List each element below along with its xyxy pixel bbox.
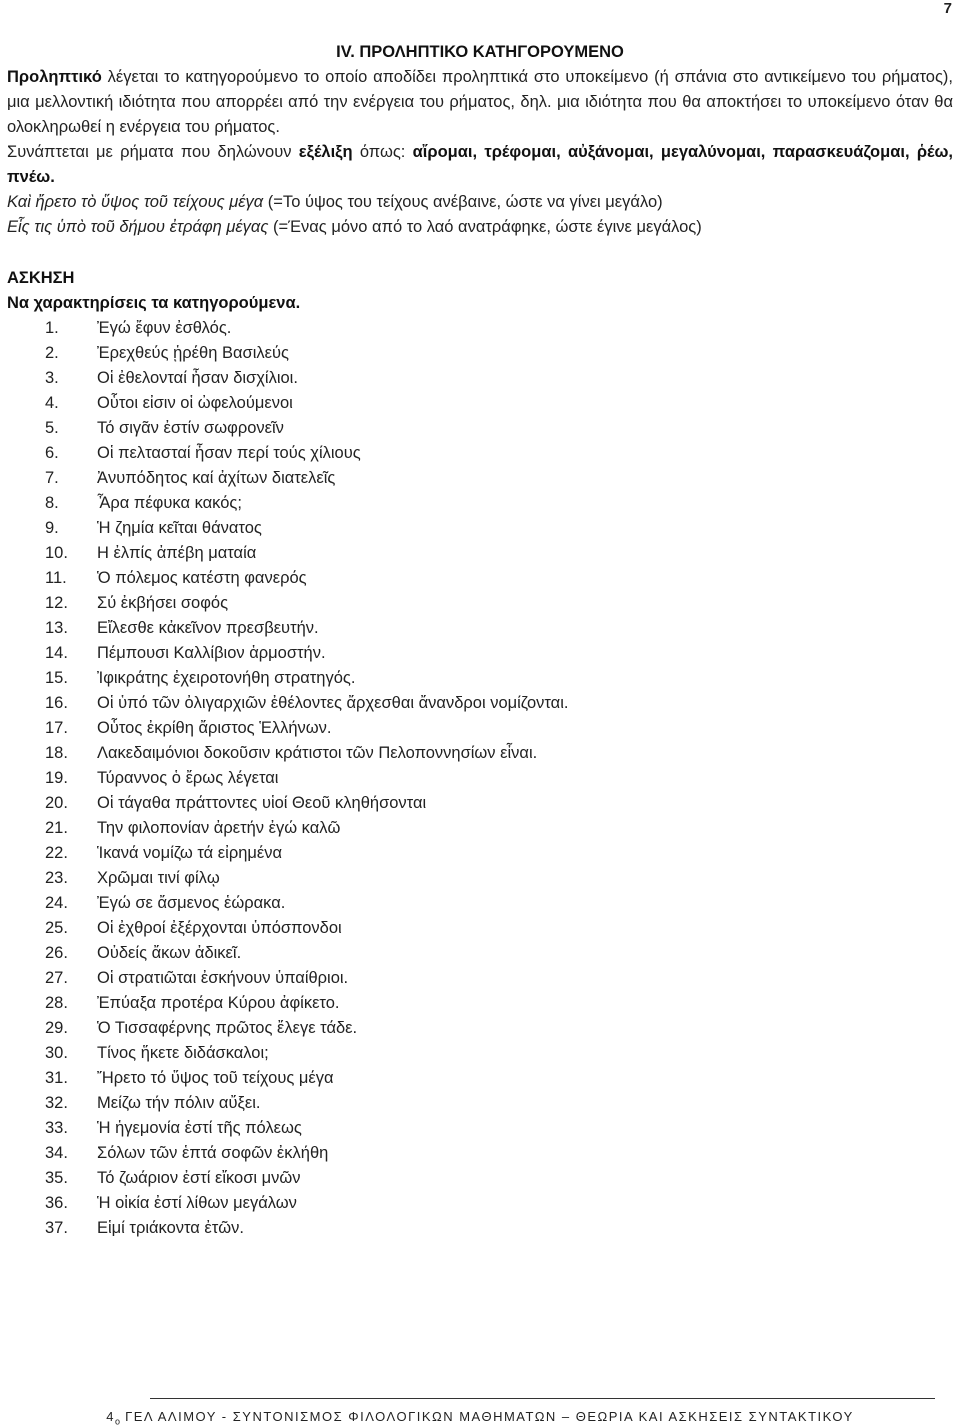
list-item xyxy=(7,1066,953,1091)
list-item-number: 16. xyxy=(45,694,68,712)
list-item-number: 10. xyxy=(45,544,68,562)
example-line xyxy=(7,215,953,240)
list-item-number: 26. xyxy=(45,944,68,962)
sentence-list xyxy=(7,316,953,1241)
list-item-text: Οἱ τάγαθα πράττοντες υἱοί Θεοῦ κληθήσονται xyxy=(97,794,427,812)
list-item xyxy=(7,791,953,816)
footer-text: ΓΕΛ ΑΛΙΜΟΥ - ΣΥΝΤΟΝΙΣΜΟΣ ΦΙΛΟΛΟΓΙΚΩΝ ΜΑΘΗΜΑΤΩΝ – ΘΕΩΡΙΑ ΚΑΙ ΑΣΚΗΣΕΙΣ ΣΥΝΤΑΚΤΙΚΟΥ xyxy=(119,1409,854,1424)
list-item-text: Ἰφικράτης ἐχειροτονήθη στρατηγός. xyxy=(97,669,356,687)
list-item-number: 2. xyxy=(45,344,59,362)
list-item-number: 8. xyxy=(45,494,59,512)
verbs-note-mid: όπως: xyxy=(352,143,413,161)
list-item-text: Σύ ἐκβήσει σοφός xyxy=(97,594,229,612)
list-item-text: Την φιλοπονίαν ἀρετήν ἐγώ καλῶ xyxy=(97,819,341,837)
list-item-number: 11. xyxy=(45,569,67,587)
exercise-instruction: Να χαρακτηρίσεις τα κατηγορούμενα. xyxy=(7,294,301,312)
example-translation: (=Το ύψος του τείχους ανέβαινε, ώστε να γίνει μεγάλο) xyxy=(263,193,663,211)
list-item xyxy=(7,391,953,416)
list-item-text: Ἤρετο τό ὕψος τοῦ τείχους μέγα xyxy=(97,1069,334,1087)
list-item-number: 7. xyxy=(45,469,59,487)
list-item xyxy=(7,441,953,466)
list-item-number: 35. xyxy=(45,1169,68,1187)
list-item-number: 13. xyxy=(45,619,68,637)
list-item-number: 18. xyxy=(45,744,68,762)
list-item xyxy=(7,1091,953,1116)
footer-divider xyxy=(150,1398,935,1399)
list-item-number: 28. xyxy=(45,994,68,1012)
list-item-text: Η ἐλπίς ἀπέβη ματαία xyxy=(97,544,257,562)
list-item-number: 14. xyxy=(45,644,68,662)
verbs-note-keyword: εξέλιξη xyxy=(298,143,353,161)
list-item-number: 6. xyxy=(45,444,59,462)
list-item-text: Πέμπουσι Καλλίβιον ἁρμοστήν. xyxy=(97,644,326,662)
list-item xyxy=(7,516,953,541)
list-item-text: Οὗτοι εἰσιν οἱ ὠφελούμενοι xyxy=(97,394,293,412)
list-item xyxy=(7,1166,953,1191)
list-item-number: 31. xyxy=(45,1069,68,1087)
list-item xyxy=(7,691,953,716)
list-item-text: Μείζω τήν πόλιν αὔξει. xyxy=(97,1094,261,1112)
list-item-text: Οἱ ὑπό τῶν ὀλιγαρχιῶν ἐθέλοντες ἄρχεσθαι ἄνανδροι νομίζονται. xyxy=(97,694,569,712)
verbs-note-paragraph xyxy=(7,140,953,190)
list-item-number: 33. xyxy=(45,1119,68,1137)
list-item-number: 30. xyxy=(45,1044,68,1062)
definition-paragraph xyxy=(7,65,953,140)
list-item xyxy=(7,341,953,366)
definition-term: Προληπτικό xyxy=(7,68,102,86)
list-item-number: 37. xyxy=(45,1219,68,1237)
list-item xyxy=(7,366,953,391)
section-title: IV. ΠΡΟΛΗΠΤΙΚΟ ΚΑΤΗΓΟΡΟΥΜΕΝΟ xyxy=(336,43,624,61)
list-item-number: 29. xyxy=(45,1019,68,1037)
list-item-number: 21. xyxy=(45,819,68,837)
list-item-text: Τό σιγᾶν ἐστίν σωφρονεῖν xyxy=(97,419,284,437)
list-item-text: Σόλων τῶν ἑπτά σοφῶν ἐκλήθη xyxy=(97,1144,329,1162)
list-item-text: Οὗτος ἐκρίθη ἄριστος Ἑλλήνων. xyxy=(97,719,332,737)
list-item-number: 36. xyxy=(45,1194,68,1212)
list-item-text: Οἱ ἐχθροί ἐξέρχονται ὑπόσπονδοι xyxy=(97,919,342,937)
example-line xyxy=(7,190,953,215)
list-item xyxy=(7,466,953,491)
list-item-text: Ἐπύαξα προτέρα Κύρου ἀφίκετο. xyxy=(97,994,340,1012)
list-item xyxy=(7,566,953,591)
list-item-text: Τό ζωάριον ἐστί εἴκοσι μνῶν xyxy=(97,1169,301,1187)
list-item-text: Οἱ στρατιῶται ἐσκήνουν ὑπαίθριοι. xyxy=(97,969,349,987)
list-item xyxy=(7,816,953,841)
list-item-number: 34. xyxy=(45,1144,68,1162)
list-item xyxy=(7,966,953,991)
list-item xyxy=(7,541,953,566)
list-item xyxy=(7,1141,953,1166)
list-item-number: 24. xyxy=(45,894,68,912)
list-item xyxy=(7,641,953,666)
list-item-number: 4. xyxy=(45,394,59,412)
list-item xyxy=(7,891,953,916)
list-item xyxy=(7,1041,953,1066)
list-item-number: 9. xyxy=(45,519,59,537)
list-item xyxy=(7,991,953,1016)
list-item xyxy=(7,941,953,966)
list-item-number: 22. xyxy=(45,844,68,862)
list-item-number: 3. xyxy=(45,369,59,387)
list-item-number: 32. xyxy=(45,1094,68,1112)
list-item-number: 23. xyxy=(45,869,68,887)
list-item-text: Εἴλεσθε κἀκεῖνον πρεσβευτήν. xyxy=(97,619,319,637)
list-item xyxy=(7,666,953,691)
list-item-number: 15. xyxy=(45,669,68,687)
list-item-text: Λακεδαιμόνιοι δοκοῦσιν κράτιστοι τῶν Πελοποννησίων εἶναι. xyxy=(97,744,538,762)
list-item xyxy=(7,766,953,791)
list-item-text: Τύραννος ὁ ἔρως λέγεται xyxy=(97,769,279,787)
list-item xyxy=(7,416,953,441)
footer-suffix: ο xyxy=(114,1416,120,1427)
list-item xyxy=(7,316,953,341)
list-item xyxy=(7,1216,953,1241)
list-item-text: Ἱκανά νομίζω τά εἰρημένα xyxy=(97,844,283,862)
example-translation: (=Ένας μόνο από το λαό ανατράφηκε, ώστε έγινε μεγάλος) xyxy=(268,218,702,236)
list-item-text: Ἐγώ σε ἄσμενος ἑώρακα. xyxy=(97,894,286,912)
list-item-number: 12. xyxy=(45,594,68,612)
example-greek: Καὶ ἤρετο τὸ ὕψος τοῦ τείχους μέγα xyxy=(7,193,264,211)
list-item-text: Ἆρα πέφυκα κακός; xyxy=(97,494,242,512)
list-item-text: Οἱ ἐθελονταί ἦσαν δισχίλιοι. xyxy=(97,369,298,387)
exercise-title: ΑΣΚΗΣΗ xyxy=(7,269,75,287)
document-body xyxy=(7,40,953,1241)
list-item xyxy=(7,591,953,616)
list-item-number: 5. xyxy=(45,419,59,437)
list-item xyxy=(7,716,953,741)
list-item-text: Οὐδείς ἄκων ἀδικεῖ. xyxy=(97,944,242,962)
definition-text: λέγεται το κατηγορούμενο το οποίο αποδίδει προληπτικά στο υποκείμενο (ή σπάνια στο αντικείμενο του ρήματος), μια μελλοντική ιδιότητα που απορρέει από την ενέργεια του ρήματος, δηλ. μια ιδιότητα που θα αποκτήσει το υποκείμενο όταν θα ολοκληρωθεί η ενέργεια του ρήματος. xyxy=(7,68,953,136)
list-item-text: Ὁ Τισσαφέρνης πρῶτος ἔλεγε τάδε. xyxy=(97,1019,358,1037)
verbs-note-verbs: αἴρομαι, τρέφομαι, αὐξάνομαι, μεγαλύνομαι, παρασκευάζομαι, ῥέω, πνέω. xyxy=(7,143,953,186)
list-item-text: Χρῶμαι τινί φίλῳ xyxy=(97,869,220,887)
list-item-text: Οἱ πελτασταί ἦσαν περί τούς χίλιους xyxy=(97,444,361,462)
list-item xyxy=(7,1116,953,1141)
list-item xyxy=(7,741,953,766)
list-item-number: 1. xyxy=(45,319,59,337)
page-footer xyxy=(0,1409,960,1427)
list-item-number: 17. xyxy=(45,719,68,737)
list-item-text: Ἐρεχθεύς ᾑρέθη Βασιλεύς xyxy=(97,344,289,362)
list-item-text: Ἀνυπόδητος καί ἀχίτων διατελεῖς xyxy=(97,469,336,487)
list-item-number: 19. xyxy=(45,769,68,787)
list-item xyxy=(7,616,953,641)
list-item xyxy=(7,1191,953,1216)
list-item-number: 25. xyxy=(45,919,68,937)
list-item-text: Ἡ οἰκία ἐστί λίθων μεγάλων xyxy=(97,1194,297,1212)
list-item-text: Ἐγώ ἔφυν ἐσθλός. xyxy=(97,319,232,337)
list-item-text: Ἡ ζημία κεῖται θάνατος xyxy=(97,519,262,537)
list-item xyxy=(7,491,953,516)
page-number: 7 xyxy=(943,0,952,17)
list-item xyxy=(7,841,953,866)
list-item xyxy=(7,866,953,891)
footer-number: 4 xyxy=(106,1409,115,1424)
list-item xyxy=(7,1016,953,1041)
list-item-text: Τίνος ἥκετε διδάσκαλοι; xyxy=(97,1044,269,1062)
list-item xyxy=(7,916,953,941)
list-item-number: 20. xyxy=(45,794,68,812)
list-item-text: Εἱμί τριάκοντα ἐτῶν. xyxy=(97,1219,245,1237)
list-item-text: Ὁ πόλεμος κατέστη φανερός xyxy=(97,569,307,587)
list-item-text: Ἡ ἡγεμονία ἐστί τῆς πόλεως xyxy=(97,1119,302,1137)
list-item-number: 27. xyxy=(45,969,68,987)
verbs-note-lead: Συνάπτεται με ρήματα που δηλώνουν xyxy=(7,143,299,161)
example-greek: Εἷς τις ὑπὸ τοῦ δήμου ἐτράφη μέγας xyxy=(7,218,269,236)
